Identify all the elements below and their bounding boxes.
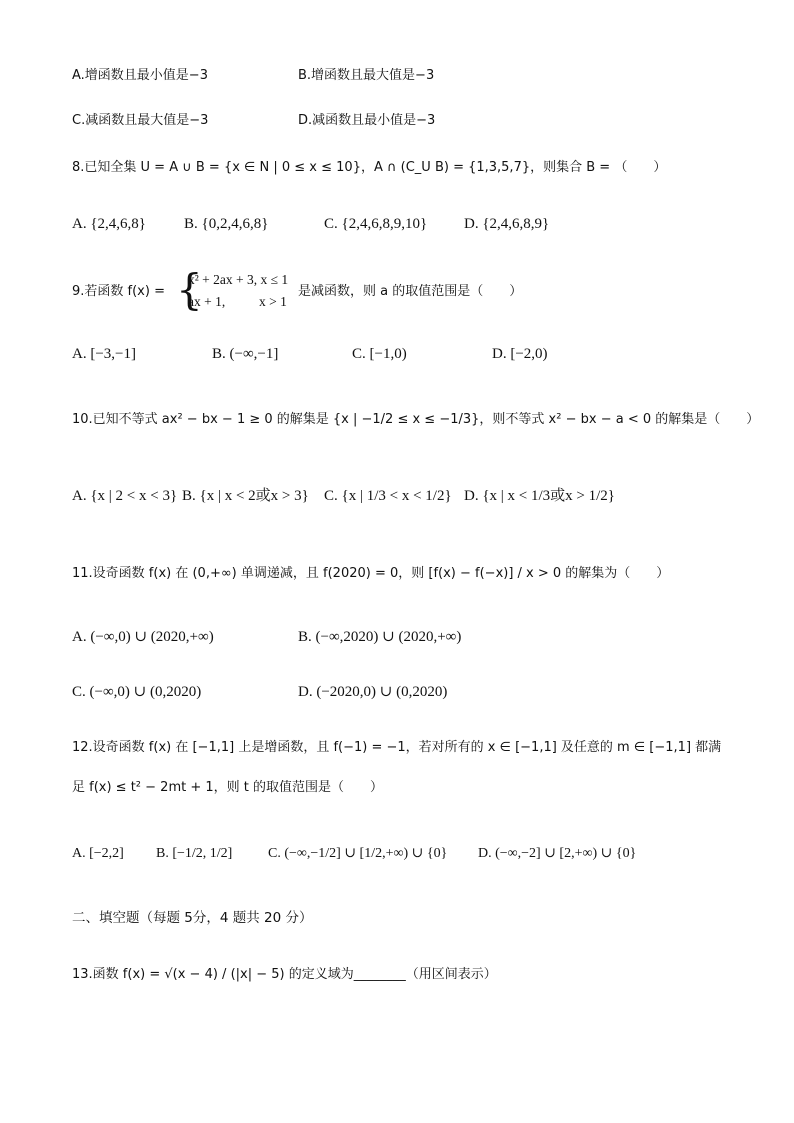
q9-suffix: 是减函数，则 a 的取值范围是（ ） — [298, 284, 523, 299]
q9-options — [72, 344, 754, 364]
q8-option-c: C. {2,4,6,8,9,10} — [324, 216, 428, 232]
q9-case2: ax + 1, x > 1 — [188, 294, 287, 309]
q9-brace: { — [176, 265, 203, 314]
q7-option-a: A.增函数且最小值是−3 — [72, 68, 208, 83]
q11-options-row1 — [72, 627, 754, 647]
q11-options-row2 — [72, 682, 754, 702]
q7-option-b: B.增函数且最大值是−3 — [298, 68, 435, 83]
q9-stem — [72, 265, 754, 314]
q7-option-c: C.减函数且最大值是−3 — [72, 113, 209, 128]
q12-stem-line1: 12.设奇函数 f(x) 在 [−1,1] 上是增函数，且 f(−1) = −1，若对所有的 x ∈ [−1,1] 及任意的 m ∈ [−1,1] 都满 — [72, 740, 722, 755]
q9-case1: x² + 2ax + 3, x ≤ 1 — [188, 272, 289, 287]
q10-stem: 10.已知不等式 ax² − bx − 1 ≥ 0 的解集是 {x | −1/2 ≤ x ≤ −1/3}，则不等式 x² − bx − a < 0 的解集是（ ） — [72, 412, 760, 427]
q8-option-d: D. {2,4,6,8,9} — [464, 216, 550, 232]
q9-option-d: D. [−2,0) — [492, 346, 548, 362]
q12-option-d: D. (−∞,−2] ∪ [2,+∞) ∪ {0} — [478, 846, 637, 861]
q9-option-c: C. [−1,0) — [352, 346, 407, 362]
q11-option-c: C. (−∞,0) ∪ (0,2020) — [72, 684, 202, 700]
q11-option-a: A. (−∞,0) ∪ (2020,+∞) — [72, 629, 214, 645]
q8-option-b: B. {0,2,4,6,8} — [184, 216, 269, 232]
q11-option-b: B. (−∞,2020) ∪ (2020,+∞) — [298, 629, 462, 645]
q8-option-a: A. {2,4,6,8} — [72, 216, 146, 232]
q10-option-b: B. {x | x < 2或x > 3} — [182, 488, 309, 504]
q12-option-c: C. (−∞,−1/2] ∪ [1/2,+∞) ∪ {0} — [268, 846, 448, 861]
q7-options-row1 — [72, 66, 754, 86]
q13-stem: 13.函数 f(x) = √(x − 4) / (|x| − 5) 的定义域为________（用区间表示） — [72, 967, 497, 982]
q7-options-row2 — [72, 111, 754, 131]
q12-stem-line2: 足 f(x) ≤ t² − 2mt + 1，则 t 的取值范围是（ ） — [72, 780, 383, 795]
q11-option-d: D. (−2020,0) ∪ (0,2020) — [298, 684, 448, 700]
q10-option-d: D. {x | x < 1/3或x > 1/2} — [464, 488, 615, 504]
q10-option-c: C. {x | 1/3 < x < 1/2} — [324, 488, 452, 504]
q10-option-a: A. {x | 2 < x < 3} — [72, 488, 178, 504]
q9-option-b: B. (−∞,−1] — [212, 346, 279, 362]
q9-option-a: A. [−3,−1] — [72, 346, 136, 362]
q7-option-d: D.减函数且最小值是−3 — [298, 113, 436, 128]
section-title: 二、填空题（每题 5分，4 题共 20 分） — [72, 910, 313, 926]
q12-option-a: A. [−2,2] — [72, 846, 124, 861]
q12-option-b: B. [−1/2, 1/2] — [156, 846, 233, 861]
q11-stem: 11.设奇函数 f(x) 在 (0,+∞) 单调递减，且 f(2020) = 0，则 [f(x) − f(−x)] / x > 0 的解集为（ ） — [72, 566, 670, 581]
q9-prefix: 9.若函数 f(x) = — [72, 284, 165, 299]
q8-options — [72, 214, 754, 234]
q10-options — [72, 486, 754, 506]
q8-stem: 8.已知全集 U = A ∪ B = {x ∈ N | 0 ≤ x ≤ 10}，A ∩ (C_U B) = {1,3,5,7}，则集合 B = （ ） — [72, 160, 667, 175]
q12-options — [72, 844, 754, 864]
